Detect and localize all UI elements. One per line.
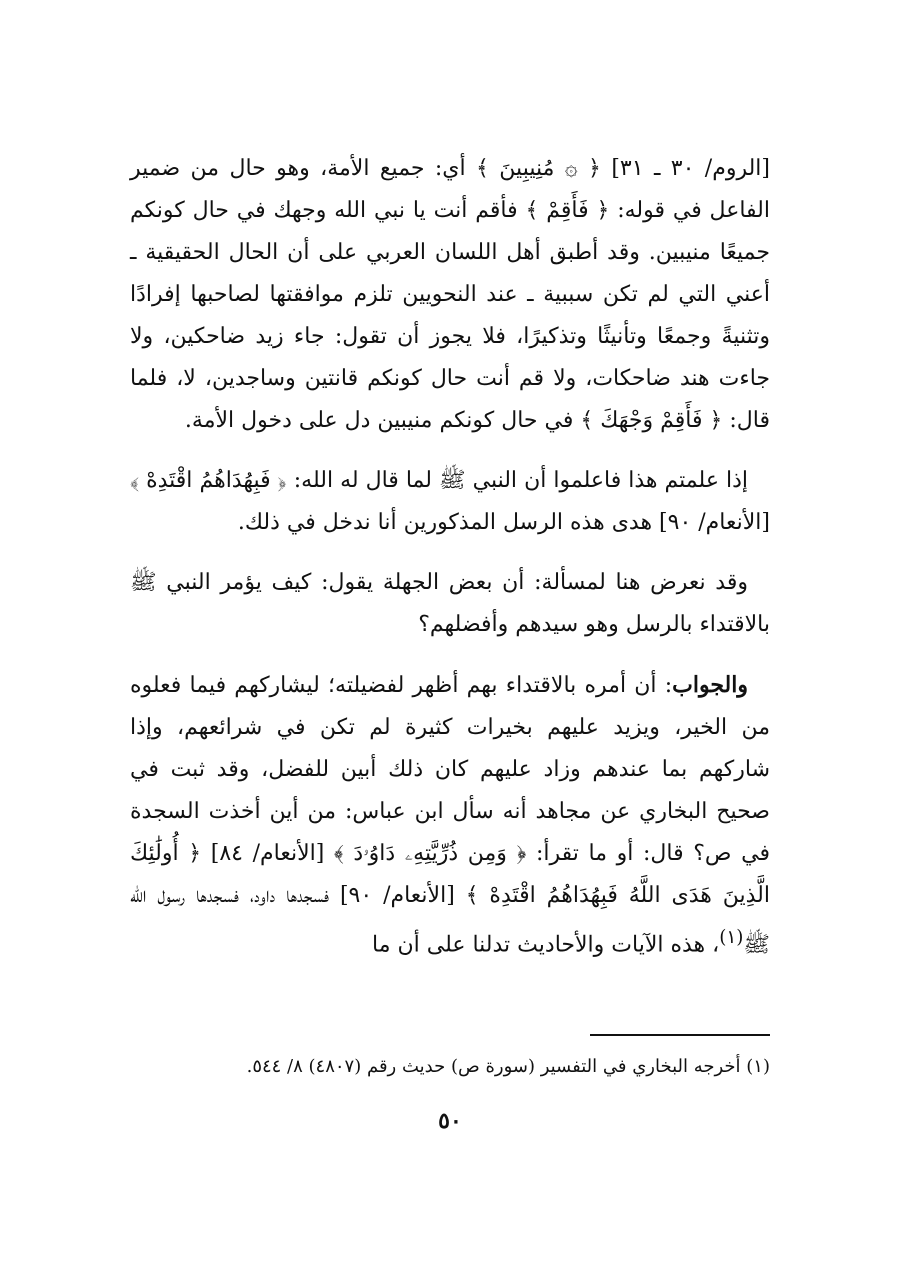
footnote-marker[interactable]: (١) xyxy=(719,927,744,948)
page-number: ٥٠ xyxy=(438,1108,462,1134)
answer-tail: ، هذه الآيات والأحاديث تدلنا على أن ما xyxy=(371,932,720,958)
footnote-divider xyxy=(590,1034,770,1036)
page-body xyxy=(130,148,770,966)
paragraph-2: إذا علمتم هذا فاعلموا أن النبي ﷺ لما قال له الله: ﴿ فَبِهُدَاهُمُ اقْتَدِهْ ﴾ [الأنعام/ ٩٠] هدى هذه الرسل المذكورين أنا ندخل في ذلك. xyxy=(130,468,770,535)
paragraph-1: [الروم/ ٣٠ ـ ٣١] ﴿ ۞ مُنِيبِينَ ﴾ أي: جميع الأمة، وهو حال من ضمير الفاعل في قوله: ﴿ فَأَقِمْ ﴾ فأقم أنت يا نبي الله وجهك في حال كونكم جميعًا منيبين. وقد أطبق أهل اللسان العربي على أن الحال الحقيقية ـ أعني التي لم تكن سببية ـ عند النحويين تلزم موافقتها لصاحبها إفرادًا وتثنيةً وجمعًا وتأنيثًا وتذكيرًا، فلا يجوز أن تقول: جاء زيد ضاحكين، ولا جاءت هند ضاحكات، ولا قم أنت حال كونكم قانتين وساجدين، لا، فلما قال: ﴿ فَأَقِمْ وَجْهَكَ ﴾ في حال كونكم منيبين دل على دخول الأمة. xyxy=(130,156,771,433)
answer-body: : أن أمره بالاقتداء بهم أظهر لفضيلته؛ ليشاركهم فيما فعلوه من الخير، ويزيد عليهم بخيرات كثيرة لم تكن في شرائعهم، وإذا شاركهم بما عندهم وزاد عليهم كان ذلك أبين للفضل، وقد ثبت في صحيح البخاري عن مجاهد أنه سأل ابن عباس: من أين أخذت السجدة في ص؟ قال: أو ما تقرأ: ﴿ وَمِن ذُرِّيَّتِهِۦ دَاوُۥدَ ﴾ [الأنعام/ ٨٤] ﴿ أُولَٰئِكَ الَّذِينَ هَدَى اللَّهُ فَبِهُدَاهُمُ اقْتَدِهْ ﴾ [الأنعام/ ٩٠] فسجدها داود، فسجدها رسول الله ﷺ xyxy=(130,673,770,958)
paragraph-3: وقد نعرض هنا لمسألة: أن بعض الجهلة يقول: كيف يؤمر النبي ﷺ بالاقتداء بالرسل وهو سيدهم وأفضلهم؟ xyxy=(130,570,770,637)
paragraph-4 xyxy=(130,664,770,966)
answer-lead: والجواب xyxy=(672,672,748,698)
footnote-text: (١) أخرجه البخاري في التفسير (سورة ص) حديث رقم (٤٨٠٧) ٨/ ٥٤٤. xyxy=(246,1056,770,1077)
